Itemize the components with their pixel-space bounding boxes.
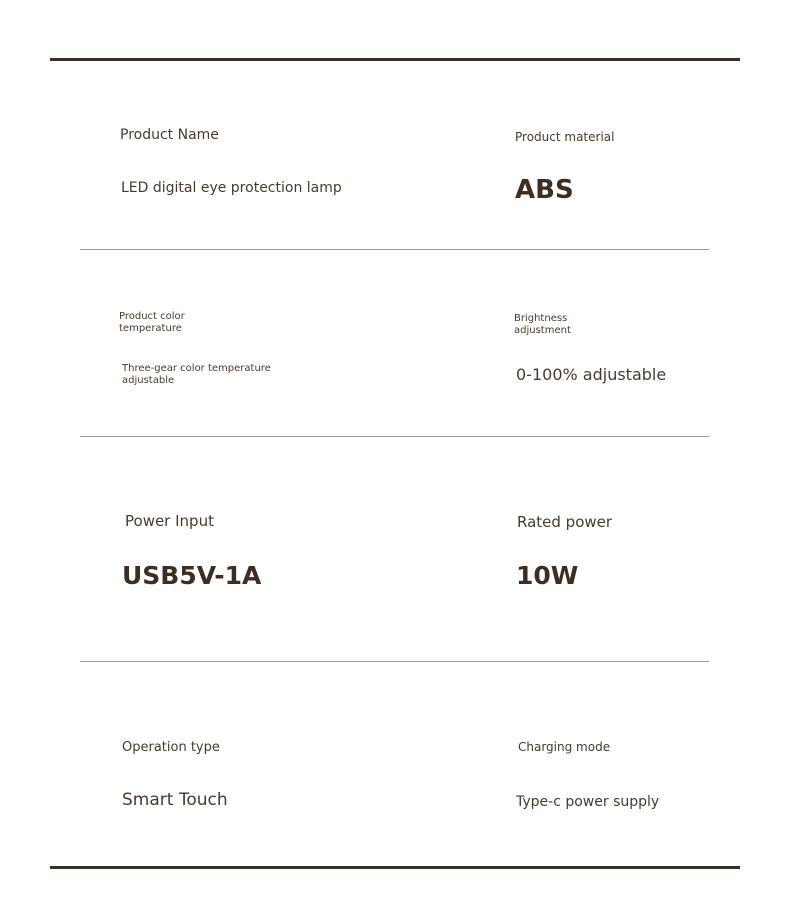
spec-value-product-material: ABS [515, 175, 574, 205]
spec-label-color-temperature: Product color temperature [119, 311, 185, 334]
spec-value-brightness: 0-100% adjustable [516, 365, 667, 384]
row-divider [80, 661, 709, 662]
top-border [50, 58, 740, 61]
bottom-border [50, 866, 740, 869]
spec-value-color-temperature: Three-gear color temperature adjustable [122, 363, 271, 386]
spec-label-power-input: Power Input [125, 512, 214, 530]
spec-label-brightness: Brightness adjustment [514, 313, 571, 336]
spec-value-operation-type: Smart Touch [122, 790, 228, 810]
spec-label-charging-mode: Charging mode [518, 740, 611, 754]
row-divider [80, 436, 709, 437]
spec-value-charging-mode: Type-c power supply [516, 794, 660, 810]
row-divider [80, 249, 709, 250]
spec-label-operation-type: Operation type [122, 740, 220, 755]
spec-label-rated-power: Rated power [517, 513, 613, 531]
spec-label-product-material: Product material [515, 130, 615, 144]
spec-label-product-name: Product Name [120, 127, 219, 143]
spec-value-rated-power: 10W [516, 561, 579, 590]
spec-value-power-input: USB5V-1A [122, 561, 262, 590]
spec-value-product-name: LED digital eye protection lamp [121, 180, 342, 196]
